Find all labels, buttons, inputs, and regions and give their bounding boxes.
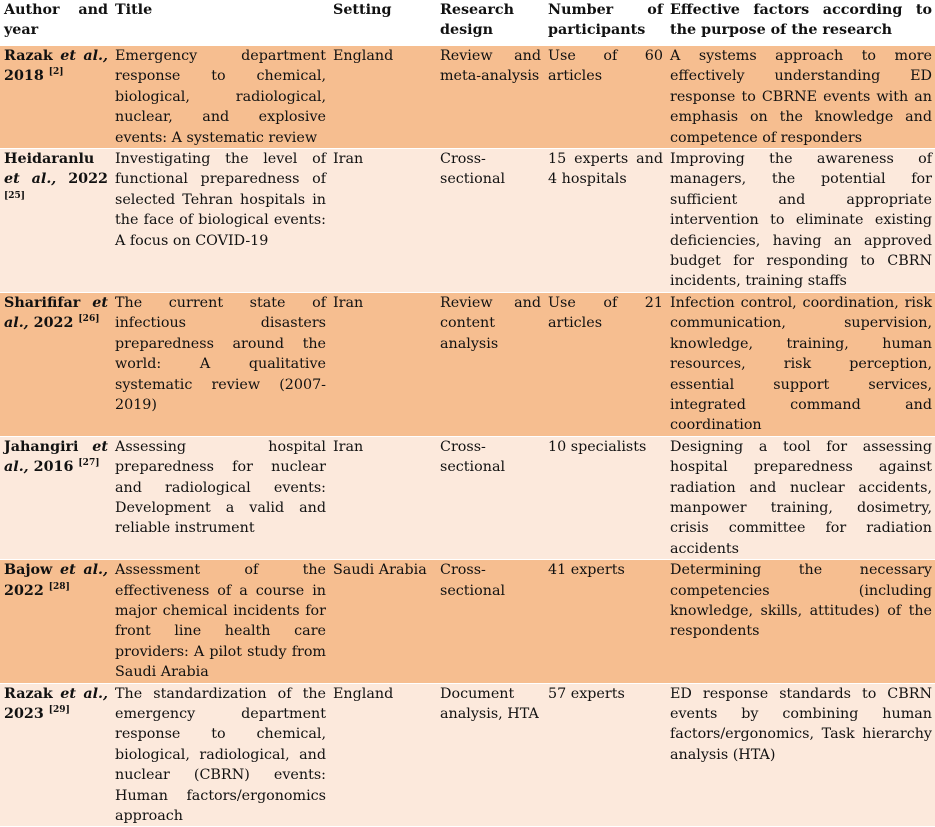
participants-cell: Use of 60 articles (544, 46, 666, 149)
title-cell: Assessment of the effectiveness of a course in major chemical incidents for front line health care providers: A pilot study from Saudi Arabia (111, 560, 329, 683)
setting-cell: England (329, 683, 436, 827)
design-cell: Cross-sectional (436, 436, 544, 559)
participants-cell: 57 experts (544, 683, 666, 827)
header-research-design: Research design (436, 0, 544, 46)
factors-cell: Infection control, coordination, risk communication, supervision, knowledge, training, human resources, risk perception, essential support services, integrated command and coordination (666, 292, 935, 436)
table-row (0, 560, 935, 683)
author-cell: Jahangiri et al., 2016 [27] (0, 436, 111, 559)
design-cell: Review and content analysis (436, 292, 544, 436)
header-author-year: Author and year (0, 0, 111, 46)
factors-cell: ED response standards to CBRN events by combining human factors/ergonomics, Task hierarchy analysis (HTA) (666, 683, 935, 827)
setting-cell: Iran (329, 149, 436, 293)
design-cell: Cross-sectional (436, 560, 544, 683)
table-header (0, 0, 935, 46)
factors-cell: A systems approach to more effectively understanding ED response to CBRNE events with an emphasis on the knowledge and competence of responders (666, 46, 935, 149)
table-row (0, 149, 935, 293)
header-title: Title (111, 0, 329, 46)
factors-cell: Determining the necessary competencies (including knowledge, skills, attitudes) of the respondents (666, 560, 935, 683)
title-cell: The current state of infectious disasters preparedness around the world: A qualitative systematic review (2007-2019) (111, 292, 329, 436)
table-row (0, 46, 935, 149)
author-cell: Bajow et al., 2022 [28] (0, 560, 111, 683)
participants-cell: Use of 21 articles (544, 292, 666, 436)
factors-cell: Designing a tool for assessing hospital preparedness against radiation and nuclear accidents, manpower training, dosimetry, crisis committee for radiation accidents (666, 436, 935, 559)
header-participants: Number of participants (544, 0, 666, 46)
title-cell: Assessing hospital preparedness for nuclear and radiological events: Development a valid and reliable instrument (111, 436, 329, 559)
participants-cell: 10 specialists (544, 436, 666, 559)
header-factors: Effective factors according to the purpose of the research (666, 0, 935, 46)
setting-cell: Iran (329, 436, 436, 559)
title-cell: Investigating the level of functional preparedness of selected Tehran hospitals in the face of biological events: A focus on COVID-19 (111, 149, 329, 293)
author-cell: Razak et al., 2018 [2] (0, 46, 111, 149)
table-row (0, 683, 935, 827)
author-cell: Razak et al., 2023 [29] (0, 683, 111, 827)
table-row (0, 436, 935, 559)
setting-cell: England (329, 46, 436, 149)
design-cell: Cross-sectional (436, 149, 544, 293)
table-row (0, 292, 935, 436)
participants-cell: 15 experts and 4 hospitals (544, 149, 666, 293)
title-cell: Emergency department response to chemical, biological, radiological, nuclear, and explosive events: A systematic review (111, 46, 329, 149)
setting-cell: Iran (329, 292, 436, 436)
title-cell: The standardization of the emergency department response to chemical, biological, radiological, and nuclear (CBRN) events: Human factors/ergonomics approach (111, 683, 329, 827)
design-cell: Review and meta-analysis (436, 46, 544, 149)
header-setting: Setting (329, 0, 436, 46)
design-cell: Document analysis, HTA (436, 683, 544, 827)
participants-cell: 41 experts (544, 560, 666, 683)
setting-cell: Saudi Arabia (329, 560, 436, 683)
author-cell: Sharififar et al., 2022 [26] (0, 292, 111, 436)
factors-cell: Improving the awareness of managers, the potential for sufficient and appropriate intervention to eliminate existing deficiencies, having an approved budget for responding to CBRN incidents, training staffs (666, 149, 935, 293)
author-cell: Heidaranlu et al., 2022 [25] (0, 149, 111, 293)
